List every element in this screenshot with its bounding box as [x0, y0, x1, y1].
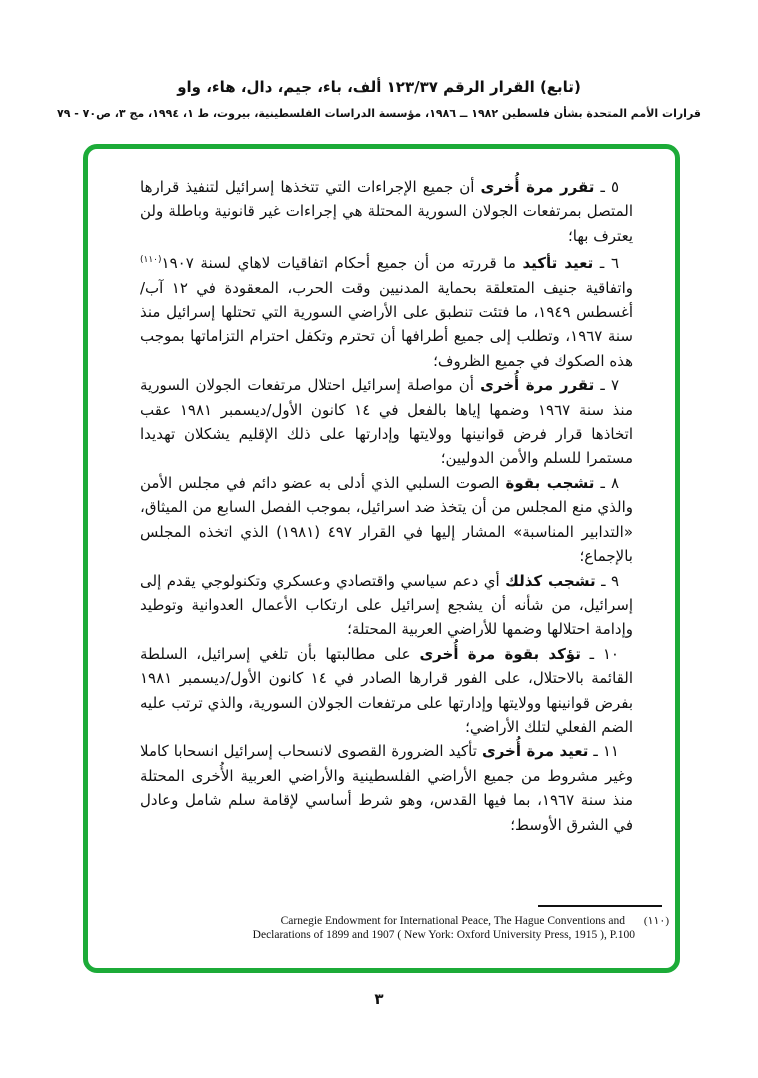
resolution-paragraph-6 — [140, 248, 633, 373]
paragraph-lead-bold: تشجب كذلك — [505, 571, 596, 590]
document-header-title: (تابع) القرار الرقم ١٢٣/٣٧ ألف، باء، جيم، دال، هاء، واو — [177, 78, 581, 96]
resolution-paragraph-8 — [140, 471, 633, 569]
footnote-citation-line-1: Carnegie Endowment for International Peace, The Hague Conventions and — [280, 915, 625, 927]
resolution-paragraph-5 — [140, 175, 633, 248]
paragraph-number: ٩ ـ — [595, 571, 619, 590]
footnote-block — [128, 905, 669, 942]
paragraph-lead-bold: تشجب بقوة — [505, 473, 595, 492]
paragraph-number: ٧ ـ — [594, 376, 620, 395]
paragraph-body: تأكيد الضرورة القصوى لانسحاب إسرائيل انسحابا كاملا وغير مشروط من جميع الأراضي الفلسطينية والأراضي العربية الأُخرى المحتلة منذ سنة ١٩٦٧، بما فيها القدس، وهو شرط أساسي لإقامة سلم شامل وعادل في الشرق الأوسط؛ — [140, 742, 634, 834]
paragraph-lead-bold: تقرر مرة أُخرى — [480, 376, 595, 395]
paragraph-body: أن جميع الإجراءات التي تتخذها إسرائيل لتنفيذ قرارها المتصل بمرتفعات الجولان السورية المحتلة هي إجراءات غير قانونية وباطلة ولن يعترف بها؛ — [140, 178, 633, 245]
paragraph-number: ١١ ـ — [588, 742, 619, 761]
footnote-reference-superscript: (١١٠) — [140, 255, 162, 266]
resolution-text-block — [140, 175, 633, 837]
paragraph-lead-bold: تقرر مرة أُخرى — [480, 178, 595, 196]
paragraph-lead-bold: تعيد مرة أُخرى — [481, 742, 589, 761]
paragraph-body: أن مواصلة إسرائيل احتلال مرتفعات الجولان السورية منذ سنة ١٩٦٧ وضمها إياها بالفعل في ١٤ كانون الأول/ديسمبر ١٩٨١ عقب اتخاذها قرار فرض قوانينها وولايتها وإدارتها على ذلك الإقليم يشكلان تهديدا مستمرا للسلم والأمن الدوليين؛ — [140, 376, 633, 468]
resolution-paragraph-10 — [140, 642, 633, 740]
paragraph-lead-bold: تعيد تأكيد — [522, 254, 594, 273]
paragraph-number: ١٠ ـ — [580, 644, 619, 663]
resolution-paragraph-11 — [140, 739, 633, 837]
page-number: ٣ — [374, 990, 384, 1008]
footnote-citation-line-2: Declarations of 1899 and 1907 ( New York: Oxford University Press, 1915 ), P.100 — [252, 929, 635, 941]
paragraph-body: ما قررته من أن جميع أحكام اتفاقيات لاهاي لسنة ١٩٠٧ — [161, 254, 523, 273]
paragraph-lead-bold: تؤكد بقوة مرة أُخرى — [419, 644, 581, 663]
footnote-citation — [128, 914, 669, 942]
paragraph-body-continued: واتفاقية جنيف المتعلقة بحماية المدنيين وقت الحرب، المعقودة في ١٢ آب/أغسطس ١٩٤٩، ما فتئت تنطبق على الأراضي السورية التي تحتلها إسرائيل منذ سنة ١٩٦٧، وتطلب إلى جميع أطرافها أن تحترم وتكفل احترام التزاماتها بموجب هذه الصكوك في جميع الظروف؛ — [140, 278, 634, 370]
paragraph-body: أي دعم سياسي واقتصادي وعسكري وتكنولوجي يقدم إلى إسرائيل، من شأنه أن يشجع إسرائيل على ارتكاب الأعمال العدوانية وتوطيد وإدامة احتلالها وضمها للأراضي العربية المحتلة؛ — [140, 571, 633, 639]
paragraph-number: ٨ ـ — [594, 473, 620, 492]
resolution-paragraph-7 — [140, 373, 633, 471]
resolution-paragraph-9 — [140, 569, 633, 642]
paragraph-body: على مطالبتها بأن تلغي إسرائيل، السلطة القائمة بالاحتلال، على الفور قرارها الصادر في ١٤ كانون الأول/ديسمبر ١٩٨١ بفرض قوانينها وولايتها وإدارتها على مرتفعات الجولان السورية، والذي ترتب عليه الضم الفعلي لتلك الأراضي؛ — [140, 644, 633, 736]
footnote-number-marker: (١١٠) — [643, 915, 669, 927]
document-header-source-citation: قرارات الأمم المتحدة بشأن فلسطين ١٩٨٢ ــ ١٩٨٦، مؤسسة الدراسات الفلسطينية، بيروت، ط ١، ١٩٩٤، مج ٣، ص٧٠ - ٧٩ — [56, 107, 702, 120]
footnote-divider-rule — [538, 905, 662, 907]
paragraph-number: ٥ ـ — [594, 178, 620, 196]
document-green-frame — [83, 144, 680, 973]
paragraph-body: الصوت السلبي الذي أدلى به عضو دائم في مجلس الأمن والذي منع المجلس من أن يتخذ ضد اسرائيل، بموجب الفصل السابع من الميثاق، «التدابير المناسبة» المشار إليها في القرار ٤٩٧ (١٩٨١) الذي اتخذه المجلس بالإجماع؛ — [140, 473, 633, 566]
paragraph-number: ٦ ـ — [593, 254, 619, 273]
